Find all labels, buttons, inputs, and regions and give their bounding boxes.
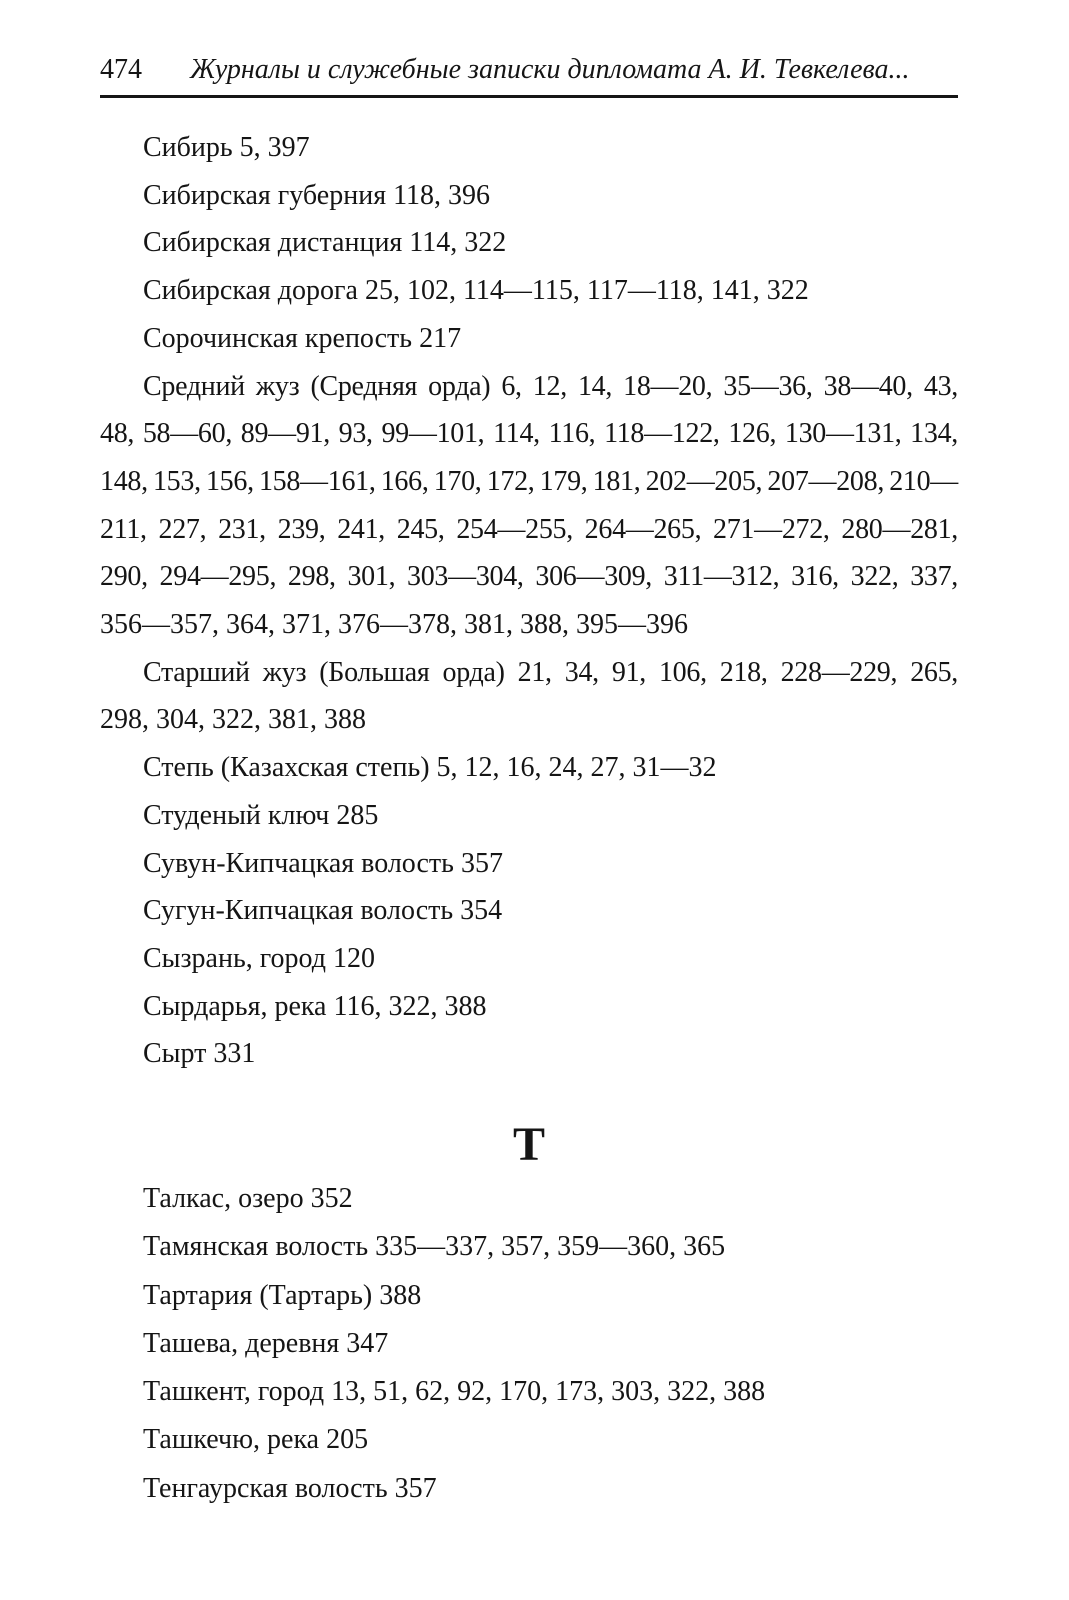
entry-line: Тамянская волость 335—337, 357, 359—360, 365 — [143, 1231, 726, 1263]
index-entry — [100, 219, 958, 267]
entry-line: Ташкечю, река 205 — [143, 1424, 369, 1456]
entry-line: 48, 58—60, 89—91, 93, 99—101, 114, 116, 118—122, 126, 130—131, 134, — [100, 418, 958, 450]
entry-line: Сызрань, город 120 — [143, 942, 375, 974]
entry-line: Сибирская губерния 118, 396 — [143, 179, 491, 211]
entry-line: Талкас, озеро 352 — [143, 1183, 353, 1214]
index-entry — [100, 649, 958, 744]
index-entry — [100, 1030, 958, 1078]
entry-line: Сугун-Кипчацкая волость 354 — [143, 895, 503, 927]
entry-line: Сувун-Кипчацкая волость 357 — [143, 847, 503, 879]
index-entry — [100, 840, 958, 888]
index-entry — [100, 1272, 958, 1320]
index-entry — [100, 267, 958, 315]
entry-line: Сорочинская крепость 217 — [143, 322, 462, 354]
entry-line: Тенгаурская волость 357 — [143, 1472, 437, 1504]
entry-line: Ташева, деревня 347 — [143, 1327, 389, 1359]
index-entry — [100, 792, 958, 840]
entry-line: Степь (Казахская степь) 5, 12, 16, 24, 27, 31—32 — [143, 752, 717, 784]
index-entry — [100, 1175, 958, 1223]
index-entry — [100, 1223, 958, 1271]
entry-line: Средний жуз (Средняя орда) 6, 12, 14, 18—20, 35—36, 38—40, 43, — [143, 370, 958, 402]
index-entry — [100, 172, 958, 220]
index-entry — [100, 983, 958, 1031]
page-number: 474 — [100, 54, 142, 85]
index-entry — [100, 744, 958, 792]
entry-line: Тартария (Тартарь) 388 — [143, 1279, 422, 1311]
entry-line: Ташкент, город 13, 51, 62, 92, 170, 173, 303, 322, 388 — [143, 1376, 766, 1408]
entry-line: 148, 153, 156, 158—161, 166, 170, 172, 179, 181, 202—205, 207—208, 210— — [100, 465, 958, 497]
section-letter: Т — [512, 1118, 545, 1171]
index-entry — [100, 315, 958, 363]
entry-line: 298, 304, 322, 381, 388 — [100, 704, 366, 736]
entry-line: Сырт 331 — [143, 1038, 256, 1070]
entry-line: Сибирь 5, 397 — [143, 132, 310, 163]
entry-line: Сибирская дистанция 114, 322 — [143, 227, 507, 259]
entry-line: Сибирская дорога 25, 102, 114—115, 117—118, 141, 322 — [143, 275, 809, 307]
index-entry — [100, 1320, 958, 1368]
index-entry — [100, 124, 958, 172]
index-section — [100, 1175, 958, 1513]
index-entry — [100, 1416, 958, 1464]
entry-line: Студеный ключ 285 — [143, 799, 379, 831]
entry-line: 211, 227, 231, 239, 241, 245, 254—255, 264—265, 271—272, 280—281, — [100, 513, 958, 545]
index-entry — [100, 887, 958, 935]
running-title: Журналы и служебные записки дипломата А. И. Тевкелева... — [190, 54, 910, 85]
index-entry — [100, 363, 958, 649]
entry-line: Сырдарья, река 116, 322, 388 — [143, 990, 487, 1022]
index-entry — [100, 935, 958, 983]
index-entry — [100, 1368, 958, 1416]
header-rule — [100, 95, 958, 98]
index-section — [100, 124, 958, 1078]
entry-line: 290, 294—295, 298, 301, 303—304, 306—309, 311—312, 316, 322, 337, — [100, 561, 958, 593]
entry-line: Старший жуз (Большая орда) 21, 34, 91, 106, 218, 228—229, 265, — [143, 656, 958, 688]
entry-line: 356—357, 364, 371, 376—378, 381, 388, 395—396 — [100, 609, 688, 641]
index-entry — [100, 1465, 958, 1513]
